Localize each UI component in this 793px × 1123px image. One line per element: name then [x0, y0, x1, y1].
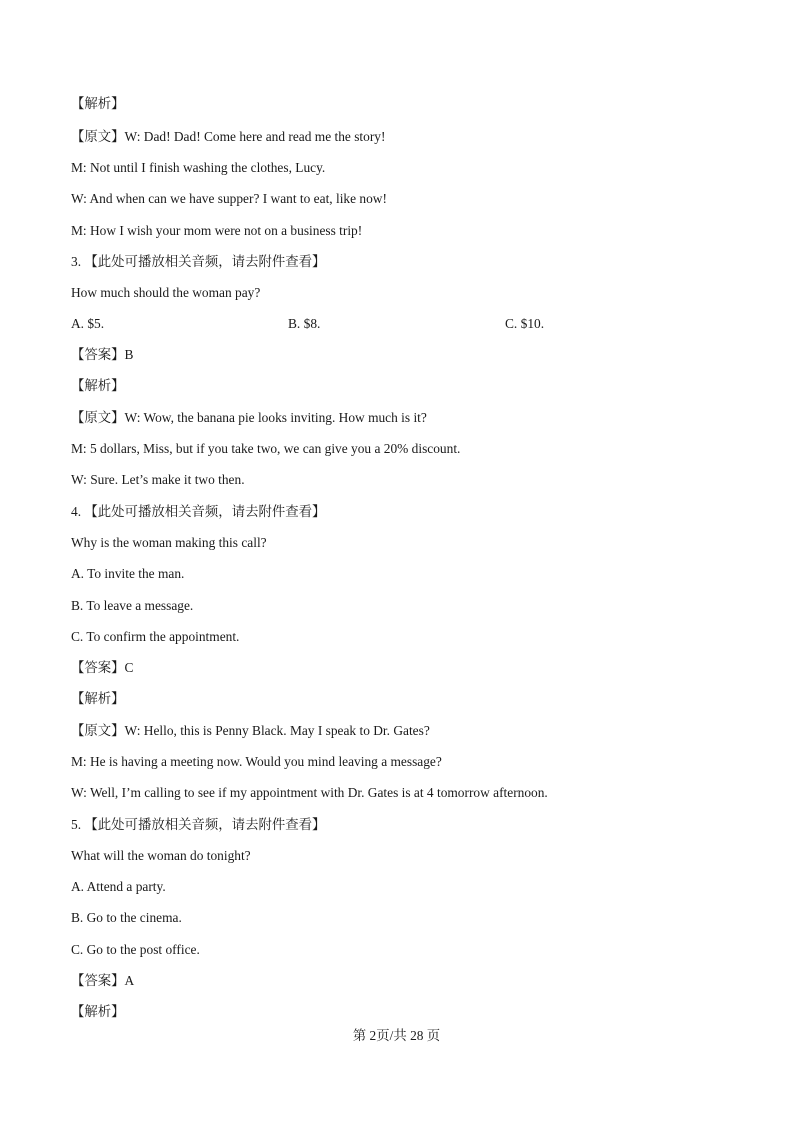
- transcript-line: M: He is having a meeting now. Would you mind leaving a message?: [71, 754, 442, 769]
- question-3-option-b: B. $8.: [288, 316, 321, 331]
- answer-label: 【答案】C: [71, 660, 134, 675]
- transcript-line: W: Sure. Let’s make it two then.: [71, 472, 245, 487]
- question-5-option-a: A. Attend a party.: [71, 879, 166, 894]
- question-4-option-b: B. To leave a message.: [71, 598, 194, 613]
- transcript-line: W: And when can we have supper? I want to eat, like now!: [71, 191, 387, 206]
- question-3-text: How much should the woman pay?: [71, 285, 261, 300]
- transcript-line: M: 5 dollars, Miss, but if you take two, we can give you a 20% discount.: [71, 441, 461, 456]
- question-5-option-c: C. Go to the post office.: [71, 942, 200, 957]
- question-3-audio-note: 3. 【此处可播放相关音频，请去附件查看】: [71, 254, 326, 269]
- analysis-label: 【解析】: [71, 378, 125, 393]
- question-4-option-c: C. To confirm the appointment.: [71, 629, 240, 644]
- transcript-line: W: Well, I’m calling to see if my appointment with Dr. Gates is at 4 tomorrow afternoon.: [71, 785, 548, 800]
- transcript-line: M: How I wish your mom were not on a business trip!: [71, 223, 363, 238]
- question-3-option-a: A. $5.: [71, 316, 105, 331]
- answer-label: 【答案】A: [71, 973, 135, 988]
- question-4-option-a: A. To invite the man.: [71, 566, 185, 581]
- question-5-audio-note: 5. 【此处可播放相关音频，请去附件查看】: [71, 817, 326, 832]
- transcript-line: 【原文】W: Dad! Dad! Come here and read me the story!: [71, 129, 386, 144]
- transcript-line: 【原文】W: Hello, this is Penny Black. May I speak to Dr. Gates?: [71, 723, 430, 738]
- transcript-line: 【原文】W: Wow, the banana pie looks inviting. How much is it?: [71, 410, 427, 425]
- question-4-audio-note: 4. 【此处可播放相关音频，请去附件查看】: [71, 504, 326, 519]
- page-number-footer: 第 2页/共 28 页: [352, 1028, 441, 1043]
- question-5-option-b: B. Go to the cinema.: [71, 910, 182, 925]
- question-4-text: Why is the woman making this call?: [71, 535, 267, 550]
- question-5-text: What will the woman do tonight?: [71, 848, 251, 863]
- question-3-option-c: C. $10.: [505, 316, 545, 331]
- answer-label: 【答案】B: [71, 347, 134, 362]
- analysis-label: 【解析】: [71, 1004, 125, 1019]
- transcript-line: M: Not until I finish washing the clothes, Lucy.: [71, 160, 326, 175]
- analysis-label: 【解析】: [71, 691, 125, 706]
- analysis-label: 【解析】: [71, 96, 125, 111]
